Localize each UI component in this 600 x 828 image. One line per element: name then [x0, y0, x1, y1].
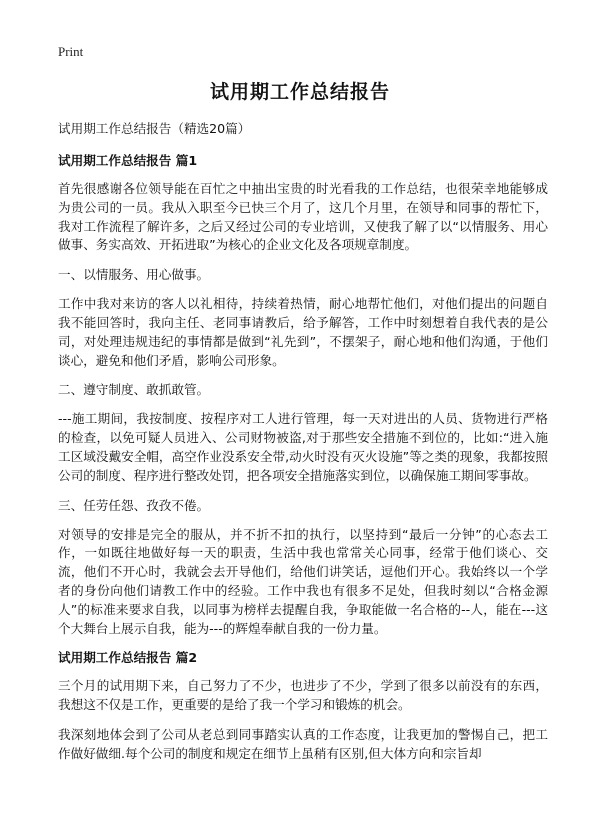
- paragraph: ---施工期间，我按制度、按程序对工人进行管理，每一天对进出的人员、货物进行严格的检查，以免可疑人员进入、公司财物被盗,对于那些安全措施不到位的，比如:“进入施工区域没戴安全帽，高空作业没系安全带,动火时没有灭火设施”等之类的现象，我都按照公司的制度、程序进行整改处罚，把各项安全措施落实到位，以确保施工期间零事故。: [58, 411, 548, 483]
- article-subtitle: 试用期工作总结报告（精选20篇）: [58, 121, 251, 136]
- paragraph: 对领导的安排是完全的服从，并不折不扣的执行，以坚持到“最后一分钟”的心态去工作，一如既往地做好每一天的职责，生活中我也常常关心同事，经常于他们谈心、交流，他们不开心时，我就会去开导他们，给他们讲笑话，逗他们开心。我始终以一个学者的身份向他们请教工作中的经验。工作中我也有很多不足处，但我时刻以“合格金源人”的标准来要求自我，以同事为榜样去提醒自我，争取能做一名合格的--人，能在---这个大舞台上展示自我，能为---的辉煌奉献自我的一份力量。: [58, 526, 548, 636]
- section-heading: 试用期工作总结报告 篇2: [58, 650, 198, 666]
- paragraph: 工作中我对来访的客人以礼相待，持续着热情，耐心地帮忙他们，对他们提出的问题自我不能回答时，我向主任、老同事请教后，给予解答，工作中时刻想着自我代表的是公司，对处理违规违纪的事情都是做到“礼先到”，不摆架子，耐心地和他们沟通，于他们谈心，避免和他们矛盾，影响公司形象。: [58, 296, 548, 368]
- point-heading: 二、遵守制度、敢抓敢管。: [58, 382, 210, 398]
- paragraph: 三个月的试用期下来，自己努力了不少，也进步了不少，学到了很多以前没有的东西，我想这不仅是工作，更重要的是给了我一个学习和锻炼的机会。: [58, 678, 548, 713]
- point-heading: 三、任劳任怨、孜孜不倦。: [58, 497, 210, 513]
- print-link[interactable]: Print: [58, 44, 84, 59]
- point-heading: 一、以情服务、用心做事。: [58, 267, 210, 283]
- section-heading: 试用期工作总结报告 篇1: [58, 153, 198, 168]
- paragraph: 我深刻地体会到了公司从老总到同事踏实认真的工作态度，让我更加的警惕自己，把工作做好做细.每个公司的制度和规定在细节上虽稍有区别,但大体方向和宗旨却: [58, 726, 548, 761]
- section-2: [58, 649, 548, 763]
- page-title: 试用期工作总结报告: [209, 81, 390, 103]
- section-1: [58, 152, 548, 638]
- article-body: [58, 120, 548, 775]
- paragraph: 首先很感谢各位领导能在百忙之中抽出宝贵的时光看我的工作总结，也很荣幸地能够成为贵公司的一员。我从入职至今已快三个月了，这几个月里，在领导和同事的帮忙下，我对工作流程了解许多，之后又经过公司的专业培训，又使我了解了以“以情服务、用心做事、务实高效、开拓进取”为核心的企业文化及各项规章制度。: [58, 181, 548, 253]
